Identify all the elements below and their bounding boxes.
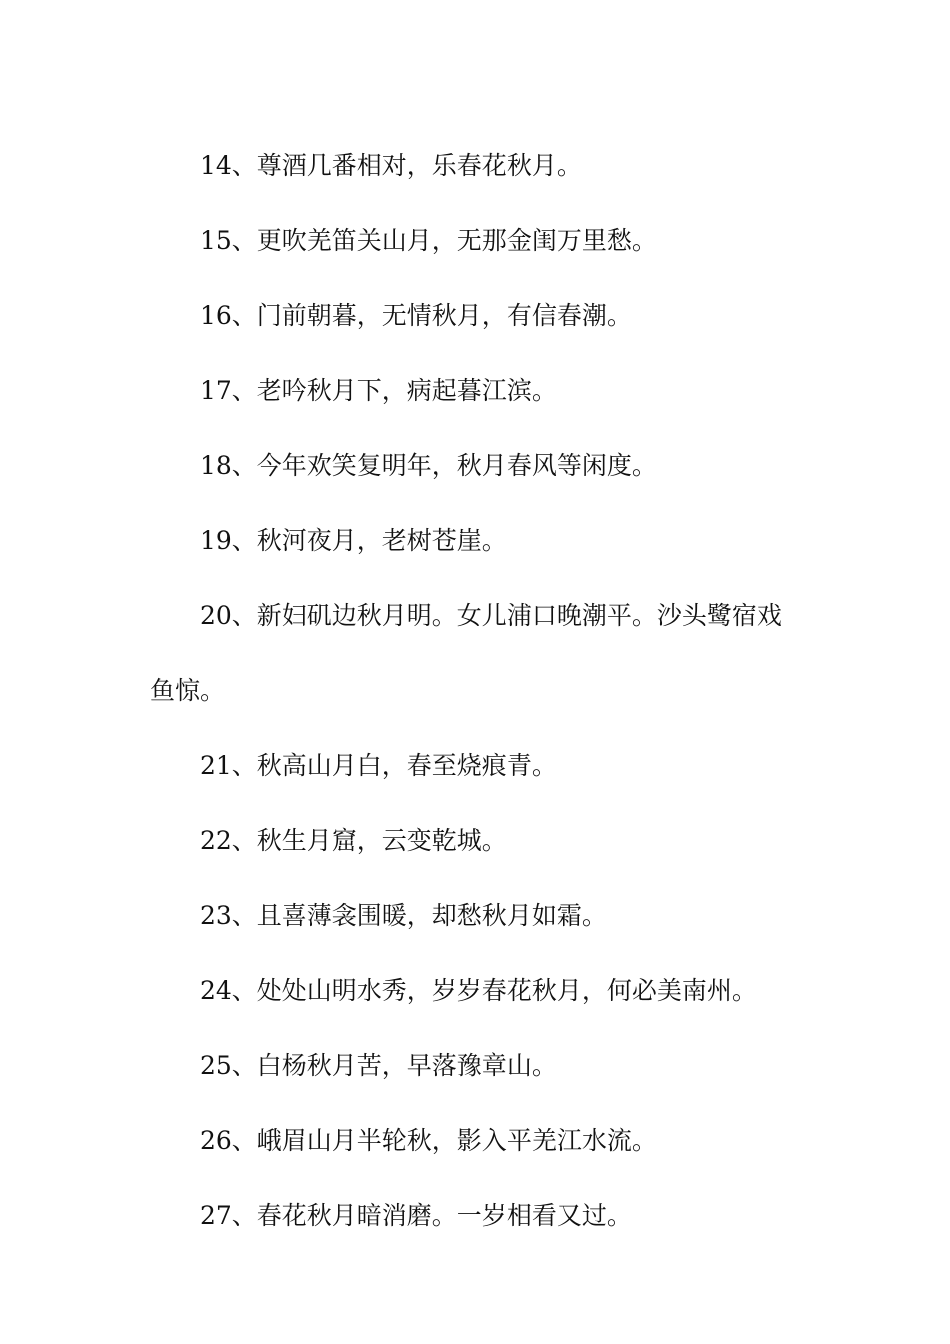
poem-line-27: 27、春花秋月暗消磨。一岁相看又过。 (200, 1201, 632, 1230)
poem-line-25: 25、白杨秋月苦，早落豫章山。 (200, 1051, 557, 1080)
poem-line-24: 24、处处山明水秀，岁岁春花秋月，何必美南州。 (200, 976, 757, 1005)
poem-line-22: 22、秋生月窟，云变乾城。 (200, 826, 507, 855)
poem-line-26: 26、峨眉山月半轮秋，影入平羌江水流。 (200, 1126, 657, 1155)
poem-line-17: 17、老吟秋月下，病起暮江滨。 (200, 376, 557, 405)
poem-line-19: 19、秋河夜月，老树苍崖。 (200, 526, 507, 555)
poem-line-14: 14、尊酒几番相对，乐春花秋月。 (200, 151, 582, 180)
poem-list (150, 128, 800, 1253)
poem-line-15: 15、更吹羌笛关山月，无那金闺万里愁。 (200, 226, 657, 255)
poem-line-23: 23、且喜薄衾围暖，却愁秋月如霜。 (200, 901, 607, 930)
poem-line-21: 21、秋高山月白，春至烧痕青。 (200, 751, 557, 780)
poem-line-20-continuation: 鱼惊。 (150, 676, 226, 705)
poem-line-18: 18、今年欢笑复明年，秋月春风等闲度。 (200, 451, 657, 480)
poem-line-20: 20、新妇矶边秋月明。女儿浦口晚潮平。沙头鹭宿戏 (200, 601, 782, 630)
poem-line-16: 16、门前朝暮，无情秋月，有信春潮。 (200, 301, 632, 330)
